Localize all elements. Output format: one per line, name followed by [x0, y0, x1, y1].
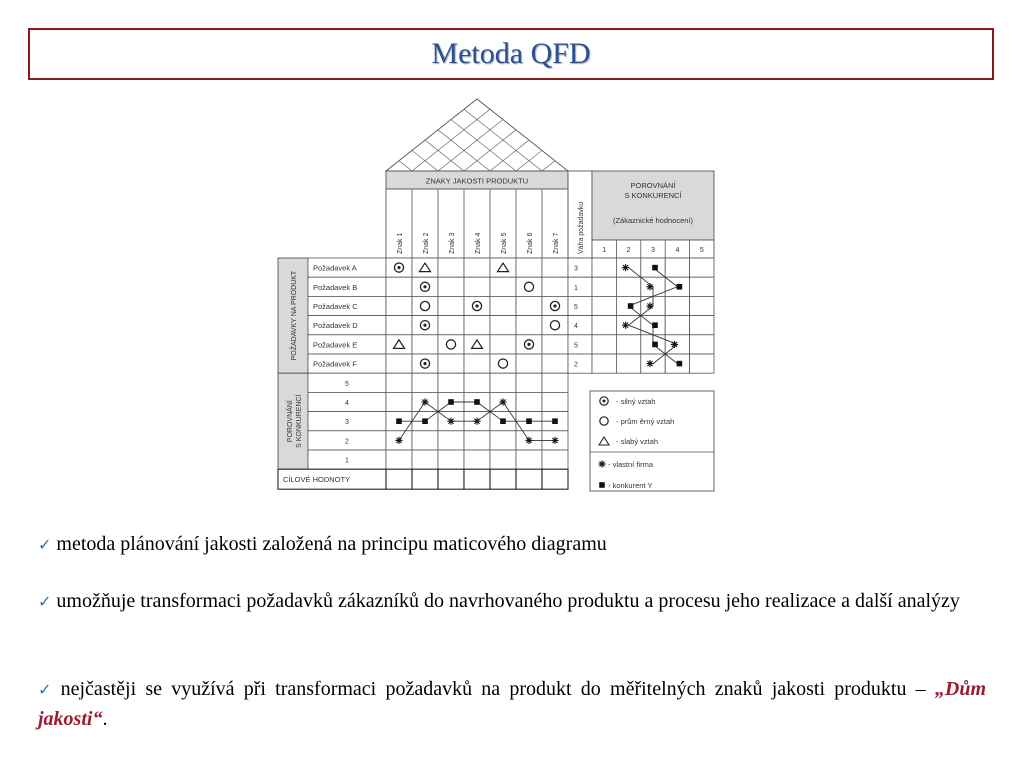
- competitor-marker: [652, 322, 658, 328]
- technical-cell: [464, 373, 490, 392]
- matrix-cell: [490, 354, 516, 373]
- matrix-cell: [542, 335, 568, 354]
- house-of-quality-diagram: [272, 93, 722, 497]
- scale-label: 1: [602, 247, 607, 254]
- weight-cell: [568, 316, 592, 335]
- matrix-cell: [386, 354, 412, 373]
- title-box: [28, 28, 994, 80]
- matrix-cell: [438, 316, 464, 335]
- competitor-marker: [652, 265, 658, 271]
- matrix-cell: [516, 316, 542, 335]
- requirement-name: Požadavek B: [313, 282, 358, 292]
- comparison-cell: [592, 335, 616, 354]
- legend-competitor-label: - konkurent Y: [608, 481, 653, 490]
- legend-strong-label: - silný vztah: [616, 397, 656, 406]
- technical-competitor-marker: [396, 418, 402, 424]
- weight-cell: [568, 335, 592, 354]
- check-icon: ✓: [38, 537, 52, 554]
- matrix-cell: [464, 354, 490, 373]
- technical-cell: [386, 392, 412, 411]
- technical-cell: [412, 373, 438, 392]
- strong-relation-dot: [475, 304, 478, 307]
- requirement-weight: 2: [574, 361, 578, 369]
- comparison-cell: [592, 258, 616, 277]
- characteristic-label: Znak 3: [449, 232, 456, 254]
- requirement-name: Požadavek D: [313, 321, 358, 331]
- weight-cell: [568, 277, 592, 296]
- matrix-cell: [542, 277, 568, 296]
- comparison-cell: [690, 296, 714, 315]
- technical-cell: [438, 450, 464, 469]
- comparison-cell: [616, 277, 640, 296]
- comparison-header-line1: POROVNÁNÍ: [630, 181, 676, 190]
- comparison-header-line2: S KONKURENCÍ: [624, 191, 682, 200]
- competitor-marker: [652, 342, 658, 348]
- technical-cell: [490, 450, 516, 469]
- matrix-cell: [464, 335, 490, 354]
- target-label: CÍLOVÉ HODNOTY: [283, 475, 351, 485]
- legend-competitor-icon: [599, 482, 605, 488]
- comparison-cell: [592, 316, 616, 335]
- technical-cell: [490, 373, 516, 392]
- matrix-cell: [542, 258, 568, 277]
- technical-cell: [464, 450, 490, 469]
- bullet-3-text: nejčastěji se využívá při transformaci požadavků na produkt do měřitelných znaků jakosti produktu –: [60, 678, 935, 700]
- technical-scale-label: 2: [345, 438, 349, 446]
- matrix-cell: [542, 316, 568, 335]
- comparison-cell: [690, 258, 714, 277]
- characteristic-label: Znak 2: [423, 232, 430, 254]
- requirement-weight: 1: [574, 284, 578, 292]
- matrix-cell: [438, 335, 464, 354]
- matrix-cell: [412, 296, 438, 315]
- strong-relation-dot: [423, 362, 426, 365]
- requirement-name: Požadavek F: [313, 359, 357, 369]
- matrix-cell: [386, 277, 412, 296]
- matrix-cell: [464, 258, 490, 277]
- matrix-cell: [438, 258, 464, 277]
- technical-cell: [464, 431, 490, 450]
- strong-relation-dot: [553, 304, 556, 307]
- matrix-cell: [412, 258, 438, 277]
- technical-cell: [386, 450, 412, 469]
- bullet-2: [38, 587, 986, 617]
- competitor-marker: [677, 361, 683, 367]
- matrix-cell: [516, 258, 542, 277]
- scale-label: 5: [699, 247, 704, 254]
- comparison-cell: [665, 258, 689, 277]
- technical-cell: [438, 373, 464, 392]
- technical-competitor-marker: [526, 418, 532, 424]
- comparison-subheader: (Zákaznické hodnocení): [612, 216, 694, 225]
- technical-cell: [412, 450, 438, 469]
- technical-side-label-line1: POROVNÁNÍ: [287, 400, 294, 443]
- bullet-3-end: .: [102, 708, 108, 730]
- matrix-cell: [386, 316, 412, 335]
- matrix-cell: [386, 335, 412, 354]
- matrix-cell: [490, 258, 516, 277]
- competitor-marker: [677, 284, 683, 290]
- target-value-cell: [386, 469, 412, 489]
- matrix-cell: [438, 296, 464, 315]
- technical-competitor-marker: [500, 418, 506, 424]
- target-value-cell: [542, 469, 568, 489]
- technical-competitor-marker: [552, 418, 558, 424]
- comparison-cell: [690, 277, 714, 296]
- comparison-cell: [690, 354, 714, 373]
- matrix-cell: [438, 277, 464, 296]
- requirements-side-label: POŽADAVKY NA PRODUKT: [291, 270, 298, 361]
- comparison-cell: [665, 296, 689, 315]
- technical-cell: [516, 373, 542, 392]
- weight-header: Váha požadavku: [578, 201, 585, 254]
- target-value-cell: [516, 469, 542, 489]
- comparison-cell: [592, 296, 616, 315]
- scale-label: 4: [675, 247, 680, 254]
- matrix-cell: [464, 316, 490, 335]
- requirement-weight: 5: [574, 304, 578, 311]
- matrix-cell: [386, 296, 412, 315]
- weight-cell: [568, 354, 592, 373]
- strong-relation-dot: [397, 266, 400, 269]
- matrix-cell: [516, 277, 542, 296]
- requirement-name: Požadavek A: [313, 263, 357, 273]
- comparison-cell: [690, 335, 714, 354]
- weight-cell: [568, 296, 592, 315]
- scale-label: 3: [651, 247, 655, 254]
- technical-cell: [516, 392, 542, 411]
- legend-own-label: - vlastní firma: [608, 460, 654, 469]
- technical-scale-label: 1: [345, 457, 349, 465]
- legend-strong-dot: [603, 400, 606, 403]
- characteristics-header: ZNAKY JAKOSTI PRODUKTU: [425, 176, 529, 186]
- comparison-cell: [690, 316, 714, 335]
- requirement-name: Požadavek E: [313, 340, 358, 350]
- requirement-weight: 3: [574, 265, 578, 273]
- characteristic-label: Znak 5: [501, 232, 508, 254]
- strong-relation-dot: [423, 324, 426, 327]
- target-value-cell: [490, 469, 516, 489]
- characteristic-label: Znak 6: [527, 232, 534, 254]
- target-value-cell: [464, 469, 490, 489]
- check-icon: ✓: [38, 682, 56, 699]
- matrix-cell: [542, 354, 568, 373]
- bullet-3: [38, 675, 986, 734]
- technical-scale-label: 3: [345, 419, 349, 427]
- scale-label: 2: [626, 247, 631, 254]
- technical-cell: [386, 373, 412, 392]
- bullet-2-text: umožňuje transformaci požadavků zákazníků do navrhovaného produktu a procesu jeho realizace a další analýzy: [56, 590, 960, 612]
- bullet-1-text: metoda plánování jakosti založená na principu maticového diagramu: [56, 533, 607, 555]
- comparison-cell: [592, 354, 616, 373]
- matrix-cell: [516, 296, 542, 315]
- competitor-marker: [628, 303, 634, 309]
- strong-relation-dot: [527, 343, 530, 346]
- requirement-weight: 5: [574, 342, 578, 350]
- page-title: Metoda QFD: [431, 37, 591, 70]
- technical-competitor-marker: [448, 399, 454, 405]
- legend-medium-label: - prům ěrný vztah: [616, 417, 675, 426]
- matrix-cell: [490, 335, 516, 354]
- characteristic-label: Znak 7: [553, 232, 560, 254]
- matrix-cell: [516, 354, 542, 373]
- technical-cell: [412, 431, 438, 450]
- legend-weak-label: - slabý vztah: [616, 437, 659, 446]
- technical-cell: [490, 431, 516, 450]
- matrix-cell: [490, 277, 516, 296]
- house-of-quality-term: „Dům jakosti“: [38, 678, 987, 730]
- technical-cell: [542, 373, 568, 392]
- bullet-1: [38, 530, 986, 560]
- target-value-cell: [412, 469, 438, 489]
- comparison-cell: [616, 354, 640, 373]
- technical-scale-label: 5: [345, 380, 349, 388]
- matrix-cell: [464, 277, 490, 296]
- requirement-weight: 4: [574, 323, 578, 331]
- technical-side-label-line2: S KONKURENCÍ: [296, 394, 303, 448]
- comparison-cell: [592, 277, 616, 296]
- technical-cell: [438, 431, 464, 450]
- technical-cell: [542, 392, 568, 411]
- technical-cell: [516, 450, 542, 469]
- target-value-cell: [438, 469, 464, 489]
- comparison-cell: [665, 316, 689, 335]
- strong-relation-dot: [423, 285, 426, 288]
- characteristic-label: Znak 4: [475, 232, 482, 254]
- matrix-cell: [490, 296, 516, 315]
- technical-competitor-marker: [422, 418, 428, 424]
- matrix-cell: [412, 335, 438, 354]
- technical-competitor-marker: [474, 399, 480, 405]
- weight-cell: [568, 258, 592, 277]
- characteristic-label: Znak 1: [397, 232, 404, 254]
- matrix-cell: [438, 354, 464, 373]
- technical-scale-label: 4: [345, 400, 349, 407]
- technical-cell: [542, 450, 568, 469]
- requirement-name: Požadavek C: [313, 302, 358, 311]
- matrix-cell: [490, 316, 516, 335]
- check-icon: ✓: [38, 594, 52, 611]
- comparison-cell: [616, 335, 640, 354]
